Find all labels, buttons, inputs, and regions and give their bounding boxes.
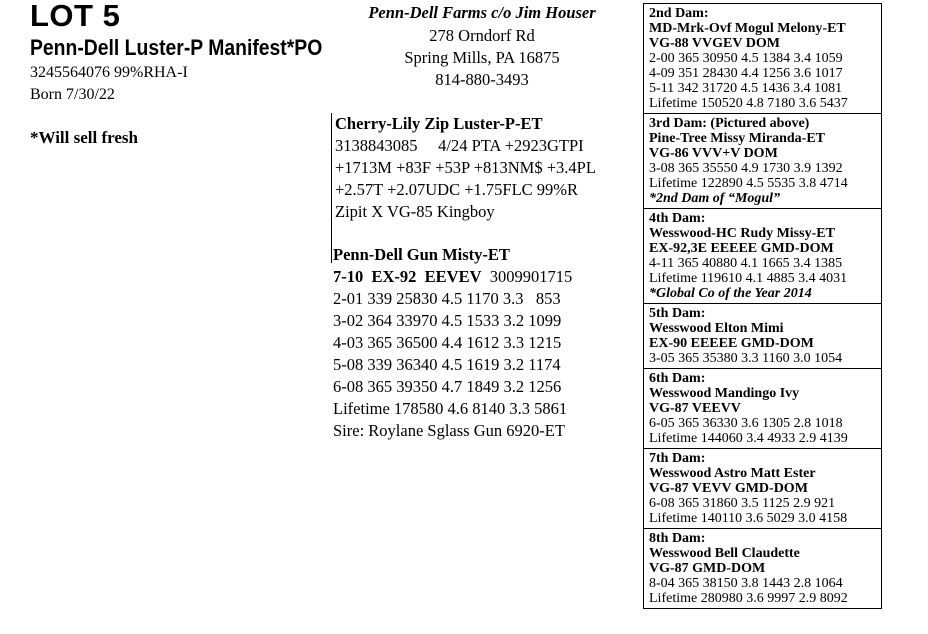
dam-generation-label: 4th Dam: <box>649 211 706 226</box>
ancestor-name: Wesswood Elton Mimi <box>649 321 784 336</box>
ancestor-classification: VG-88 VVGEV DOM <box>649 36 780 51</box>
production-record: 2-00 365 30950 4.5 1384 3.4 1059 <box>649 51 843 66</box>
production-record: 6-08 365 31860 3.5 1125 2.9 921 <box>649 496 836 511</box>
dam-name: Penn-Dell Gun Misty-ET <box>333 245 510 264</box>
sire-name: Cherry-Lily Zip Luster-P-ET <box>335 114 543 133</box>
ancestor-name: Wesswood Bell Claudette <box>649 546 800 561</box>
pedigree-note: *Global Co of the Year 2014 <box>649 286 812 301</box>
production-record: 5-11 342 31720 4.5 1436 3.4 1081 <box>649 81 843 96</box>
production-record: Lifetime 280980 3.6 9997 2.9 8092 <box>649 591 848 606</box>
dam-info <box>333 244 572 442</box>
production-record: 8-04 365 38150 3.8 1443 2.8 1064 <box>649 576 843 591</box>
ancestor-classification: VG-87 GMD-DOM <box>649 561 766 576</box>
ancestor-classification: VG-87 VEEVV <box>649 401 741 416</box>
dam-generation-label: 6th Dam: <box>649 371 706 386</box>
ancestor-name: Wesswood-HC Rudy Missy-ET <box>649 226 835 241</box>
ancestor-name: Pine-Tree Missy Miranda-ET <box>649 131 826 146</box>
registration-line: 3245564076 99%RHA-I <box>30 64 188 81</box>
ancestor-classification: VG-86 VVV+V DOM <box>649 146 778 161</box>
dam-sire: Sire: Roylane Sglass Gun 6920-ET <box>333 421 565 440</box>
consignor-address-1: 278 Orndorf Rd <box>429 26 535 45</box>
pedigree-section <box>644 4 881 114</box>
sire-line: Zipit X VG-85 Kingboy <box>335 202 495 221</box>
dam-record: 2-01 339 25830 4.5 1170 3.3 853 <box>333 289 561 308</box>
pedigree-section <box>644 449 881 529</box>
production-record: Lifetime 122890 4.5 5535 3.8 4714 <box>649 176 848 191</box>
ancestor-name: Wesswood Mandingo Ivy <box>649 386 800 401</box>
sire-line: +1713M +83F +53P +813NM$ +3.4PL <box>335 158 596 177</box>
ancestor-classification: EX-90 EEEEE GMD-DOM <box>649 336 814 351</box>
ancestor-classification: VG-87 VEVV GMD-DOM <box>649 481 808 496</box>
consignor-name: Penn-Dell Farms c/o Jim Houser <box>368 3 596 22</box>
production-record: Lifetime 140110 3.6 5029 3.0 4158 <box>649 511 848 526</box>
dam-reg-number: 3009901715 <box>481 267 573 286</box>
pedigree-section <box>644 304 881 369</box>
dam-generation-label: 2nd Dam: <box>649 6 709 21</box>
pedigree-section <box>644 369 881 449</box>
production-record: Lifetime 150520 4.8 7180 3.6 5437 <box>649 96 848 111</box>
dam-generation-label: 3rd Dam: (Pictured above) <box>649 116 810 131</box>
pedigree-section <box>644 209 881 304</box>
dam-generation-label: 5th Dam: <box>649 306 706 321</box>
sale-note: *Will sell fresh <box>30 128 138 147</box>
pedigree-note: *2nd Dam of “Mogul” <box>649 191 781 206</box>
sire-line: +2.57T +2.07UDC +1.75FLC 99%R <box>335 180 579 199</box>
production-record: 3-08 365 35550 4.9 1730 3.9 1392 <box>649 161 843 176</box>
production-record: 4-11 365 40880 4.1 1665 3.4 1385 <box>649 256 843 271</box>
dam-lifetime: Lifetime 178580 4.6 8140 3.3 5861 <box>333 399 568 418</box>
dam-record: 5-08 339 36340 4.5 1619 3.2 1174 <box>333 355 561 374</box>
consignor-phone: 814-880-3493 <box>435 70 529 89</box>
pedigree-box <box>643 3 882 609</box>
animal-name: Penn-Dell Luster-P Manifest*PO <box>30 35 323 60</box>
lot-number: LOT 5 <box>30 0 121 33</box>
production-record: Lifetime 119610 4.1 4885 3.4 4031 <box>649 271 848 286</box>
sire-line: 3138843085 4/24 PTA +2923GTPI <box>335 136 584 155</box>
dam-generation-label: 7th Dam: <box>649 451 706 466</box>
pedigree-section <box>644 114 881 209</box>
production-record: 6-05 365 36330 3.6 1305 2.8 1018 <box>649 416 843 431</box>
ancestor-classification: EX-92,3E EEEEE GMD-DOM <box>649 241 834 256</box>
dam-generation-label: 8th Dam: <box>649 531 706 546</box>
dam-class-score: 7-10 EX-92 EEVEV <box>333 267 482 286</box>
dam-record: 6-08 365 39350 4.7 1849 3.2 1256 <box>333 377 562 396</box>
ancestor-name: MD-Mrk-Ovf Mogul Melony-ET <box>649 21 846 36</box>
dam-record: 3-02 364 33970 4.5 1533 3.2 1099 <box>333 311 562 330</box>
birth-date: Born 7/30/22 <box>30 86 115 103</box>
dam-record: 4-03 365 36500 4.4 1612 3.3 1215 <box>333 333 562 352</box>
ancestor-name: Wesswood Astro Matt Ester <box>649 466 816 481</box>
sire-info <box>331 113 635 263</box>
production-record: 4-09 351 28430 4.4 1256 3.6 1017 <box>649 66 843 81</box>
consignor-address-2: Spring Mills, PA 16875 <box>404 48 560 67</box>
production-record: 3-05 365 35380 3.3 1160 3.0 1054 <box>649 351 843 366</box>
pedigree-section <box>644 529 881 608</box>
dam-classification <box>333 266 572 288</box>
production-record: Lifetime 144060 3.4 4933 2.9 4139 <box>649 431 848 446</box>
